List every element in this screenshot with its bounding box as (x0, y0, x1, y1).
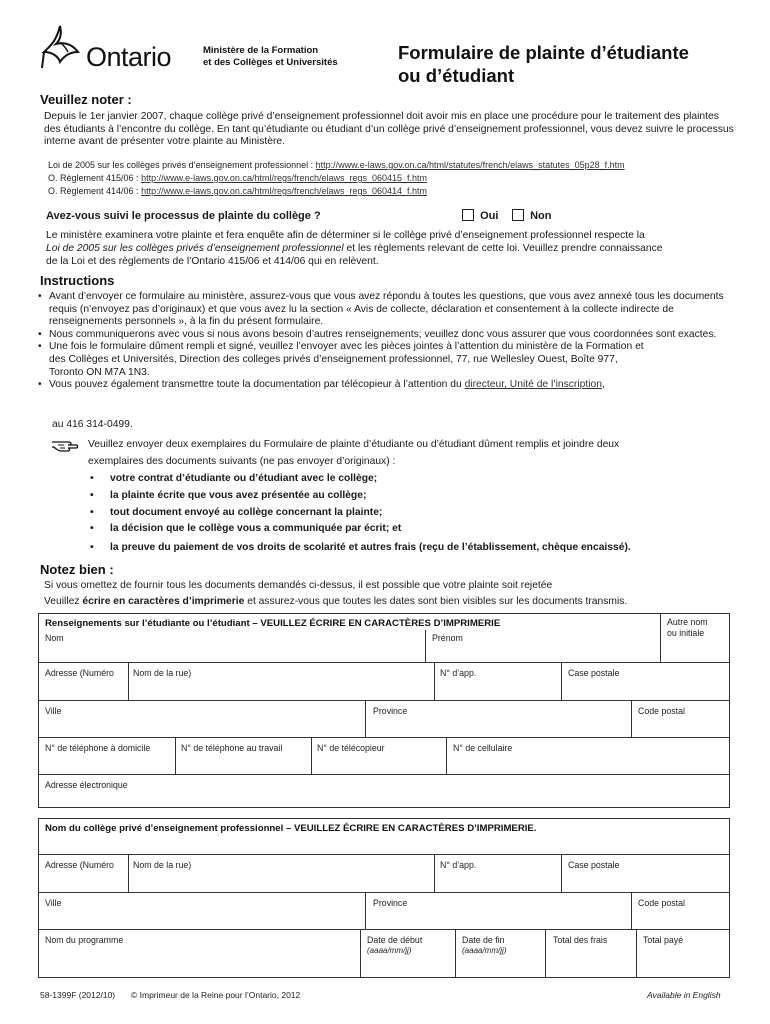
college-po-box-label: Case postale (568, 860, 620, 870)
home-phone-label: N° de téléphone à domicile (45, 743, 151, 753)
ministry-review-line2: Loi de 2005 sur les collèges privés d’enseignement professionnel et les règlements relevant de cette loi. Veuillez prendre connaissance (46, 243, 663, 254)
postal-code-label: Code postal (638, 706, 685, 716)
column-divider (365, 700, 366, 737)
column-divider (128, 662, 129, 700)
college-province-label: Province (373, 898, 408, 908)
email-label: Adresse électronique (45, 780, 128, 790)
instructions-heading: Instructions (40, 273, 115, 288)
notez-bien-line2: Veuillez écrire en caractères d’imprimerie et assurez-vous que toutes les dates sont bien visibles sur les documents transmis. (44, 596, 628, 607)
notez-bien-line1: Si vous omettez de fournir tous les documents demandés ci-dessus, il est possible que votre plainte soit rejetée (44, 580, 553, 591)
column-divider (425, 630, 426, 662)
form-title-line1: Formulaire de plainte d’étudiante (398, 42, 689, 63)
notice-paragraph: Depuis le 1er janvier 2007, chaque collège privé d’enseignement professionnel doit avoir mis en place une procédure pour le traitement des plaintes des étudiants à l’encontre du collège. En tant qu’étudiante ou étudiant d’un collège privé d’enseignement professionnel, vous devez suivre le processus interne avant de présenter votre plainte au Ministère. (44, 111, 734, 148)
total-paid-label: Total payé (643, 935, 684, 945)
answer-no-label: Non (530, 210, 552, 222)
city-label: Ville (45, 706, 62, 716)
regulation-link-414[interactable]: http://www.e-laws.gov.on.ca/html/regs/french/elaws_regs_060414_f.htm (141, 186, 428, 196)
column-divider (434, 854, 435, 892)
copyright-notice: © Imprimeur de la Reine pour l’Ontario, 2012 (131, 990, 301, 1000)
available-in-english-link[interactable]: Available in English (647, 990, 721, 1000)
row-divider (38, 854, 730, 855)
fax-label: N° de télécopieur (317, 743, 385, 753)
column-divider (360, 929, 361, 978)
column-divider (311, 737, 312, 774)
instructions-list (36, 291, 726, 392)
ministry-review-line3: de la Loi et des règlements de l’Ontario 415/06 et 414/06 qui en relèvent. (46, 256, 379, 267)
end-date-format: (aaaa/mm/jj) (462, 946, 507, 955)
total-fees-label: Total des frais (553, 935, 608, 945)
answer-yes-label: Oui (480, 210, 499, 222)
column-divider (434, 662, 435, 700)
column-divider (631, 892, 632, 929)
column-divider (636, 929, 637, 978)
column-divider (455, 929, 456, 978)
apartment-label: N° d’app. (440, 668, 477, 678)
checkbox-yes[interactable] (462, 209, 474, 221)
regulation-reference-415: O. Règlement 415/06 : http://www.e-laws.gov.on.ca/html/regs/french/elaws_regs_060415_f.htm (48, 173, 428, 183)
instruction-item-1: • Avant d’envoyer ce formulaire au ministère, assurez-vous que vous avez répondu à toutes les questions, que vous avez annexé tous les documents requis (n’envoyez pas d’originaux) et que vous avez lu la section « Avis de collecte, déclaration et consentement à la collecte indirecte de renseignements personnels », à la fin du présent formulaire. (36, 291, 726, 329)
college-street-name-label: Nom de la rue) (133, 860, 192, 870)
college-apartment-label: N° d’app. (440, 860, 477, 870)
instruction-item-4: • Vous pouvez également transmettre toute la documentation par télécopieur à l’attention du directeur, Unité de l’inscription, (36, 379, 726, 392)
end-date-label: Date de fin (462, 935, 505, 945)
first-name-input[interactable] (432, 645, 654, 659)
regulation-link-415[interactable]: http://www.e-laws.gov.on.ca/html/regs/french/elaws_regs_060415_f.htm (141, 173, 428, 183)
student-section-header: Renseignements sur l’étudiante ou l’étudiant – VEUILLEZ ÉCRIRE EN CARACTÈRES D’IMPRIMERIE (45, 618, 501, 629)
column-divider (175, 737, 176, 774)
complaint-process-question: Avez-vous suivi le processus de plainte du collège ? (46, 210, 321, 222)
row-divider (38, 892, 730, 893)
program-name-label: Nom du programme (45, 935, 124, 945)
column-divider (561, 854, 562, 892)
answer-yes-group (462, 209, 498, 222)
row-divider (38, 737, 730, 738)
required-doc-4: • la décision que le collège vous a communiquée par écrit; et (90, 523, 402, 534)
fax-number: au 416 314-0499. (52, 419, 133, 430)
email-input[interactable] (45, 792, 725, 806)
column-divider (365, 892, 366, 929)
street-name-label: Nom de la rue) (133, 668, 192, 678)
notice-heading: Veuillez noter : (40, 92, 132, 107)
college-city-label: Ville (45, 898, 62, 908)
college-section-header: Nom du collège privé d’enseignement professionnel – VEUILLEZ ÉCRIRE EN CARACTÈRES D’IMPRIMERIE. (45, 823, 537, 834)
form-title-line2: ou d’étudiant (398, 65, 515, 86)
work-phone-label: N° de téléphone au travail (181, 743, 283, 753)
required-doc-2: • la plainte écrite que vous avez présentée au collège; (90, 490, 367, 501)
regulation-reference-414: O. Règlement 414/06 : http://www.e-laws.gov.on.ca/html/regs/french/elaws_regs_060414_f.htm (48, 186, 428, 196)
column-divider (545, 929, 546, 978)
row-divider (38, 929, 730, 930)
start-date-format: (aaaa/mm/jj) (367, 946, 412, 955)
other-name-label: Autre nom ou initiale (667, 617, 708, 638)
start-date-label: Date de début (367, 935, 423, 945)
copies-note-line2: exemplaires des documents suivants (ne pas envoyer d’originaux) : (88, 456, 396, 467)
form-number: 58-1399F (2012/10) (40, 990, 116, 1000)
ministry-name-line1: Ministère de la Formation (203, 45, 319, 56)
instruction-item-3: • Une fois le formulaire dûment rempli et signé, veuillez l’envoyer avec les pièces jointes à l’attention du ministère de la Formation et des Collèges et Universités, Direction des colleges privés d’enseignement professionnel, 77, rue Wellesley Ouest, Boîte 977, Toronto ON M7A 1N3. (36, 341, 726, 379)
pointing-hand-icon (50, 436, 80, 456)
column-divider (561, 662, 562, 700)
registration-director-link[interactable]: directeur, Unité de l’inscription (464, 379, 602, 391)
column-divider (446, 737, 447, 774)
street-number-label: Adresse (Numéro (45, 668, 114, 678)
law-link-1[interactable]: http://www.e-laws.gov.on.ca/html/statutes/french/elaws_statutes_05p28_f.htm (315, 160, 625, 170)
ontario-wordmark: Ontario (86, 42, 172, 72)
column-divider (128, 854, 129, 892)
required-doc-3: • tout document envoyé au collège concernant la plainte; (90, 507, 383, 518)
row-divider (38, 700, 730, 701)
last-name-input[interactable] (45, 645, 417, 659)
ministry-review-line1: Le ministère examinera votre plainte et fera enquête afin de déterminer si le collège privé d’enseignement professionnel respecte la (46, 230, 645, 241)
notez-bien-heading: Notez bien : (40, 562, 114, 577)
po-box-label: Case postale (568, 668, 620, 678)
first-name-label: Prénom (432, 633, 463, 643)
law-reference-1: Loi de 2005 sur les collèges privés d’enseignement professionnel : http://www.e-laws.gov.on.ca/html/statutes/french/elaws_statutes_05p28_f.htm (48, 160, 625, 170)
cell-phone-label: N° de cellulaire (453, 743, 513, 753)
copies-note-line1: Veuillez envoyer deux exemplaires du Formulaire de plainte d’étudiante ou d’étudiant dûment remplis et joindre deux (88, 439, 620, 450)
college-postal-code-label: Code postal (638, 898, 685, 908)
row-divider (38, 774, 730, 775)
column-divider (631, 700, 632, 737)
college-street-number-label: Adresse (Numéro (45, 860, 114, 870)
last-name-label: Nom (45, 633, 64, 643)
row-divider (38, 662, 730, 663)
column-divider (660, 614, 661, 662)
province-label: Province (373, 706, 408, 716)
required-doc-1: • votre contrat d’étudiante ou d’étudiant avec le collège; (90, 473, 378, 484)
answer-no-group (512, 209, 551, 222)
checkbox-no[interactable] (512, 209, 524, 221)
trillium-logo-icon (38, 22, 88, 74)
ministry-name-line2: et des Collèges et Universités (203, 57, 338, 68)
instruction-item-2: • Nous communiquerons avec vous si nous avons besoin d’autres renseignements; veuillez donc vous assurer que vous coordonnées sont exactes. (36, 329, 726, 342)
required-doc-5: • la preuve du paiement de vos droits de scolarité et autres frais (reçu de l’établissement, chèque encaissé). (90, 542, 631, 553)
